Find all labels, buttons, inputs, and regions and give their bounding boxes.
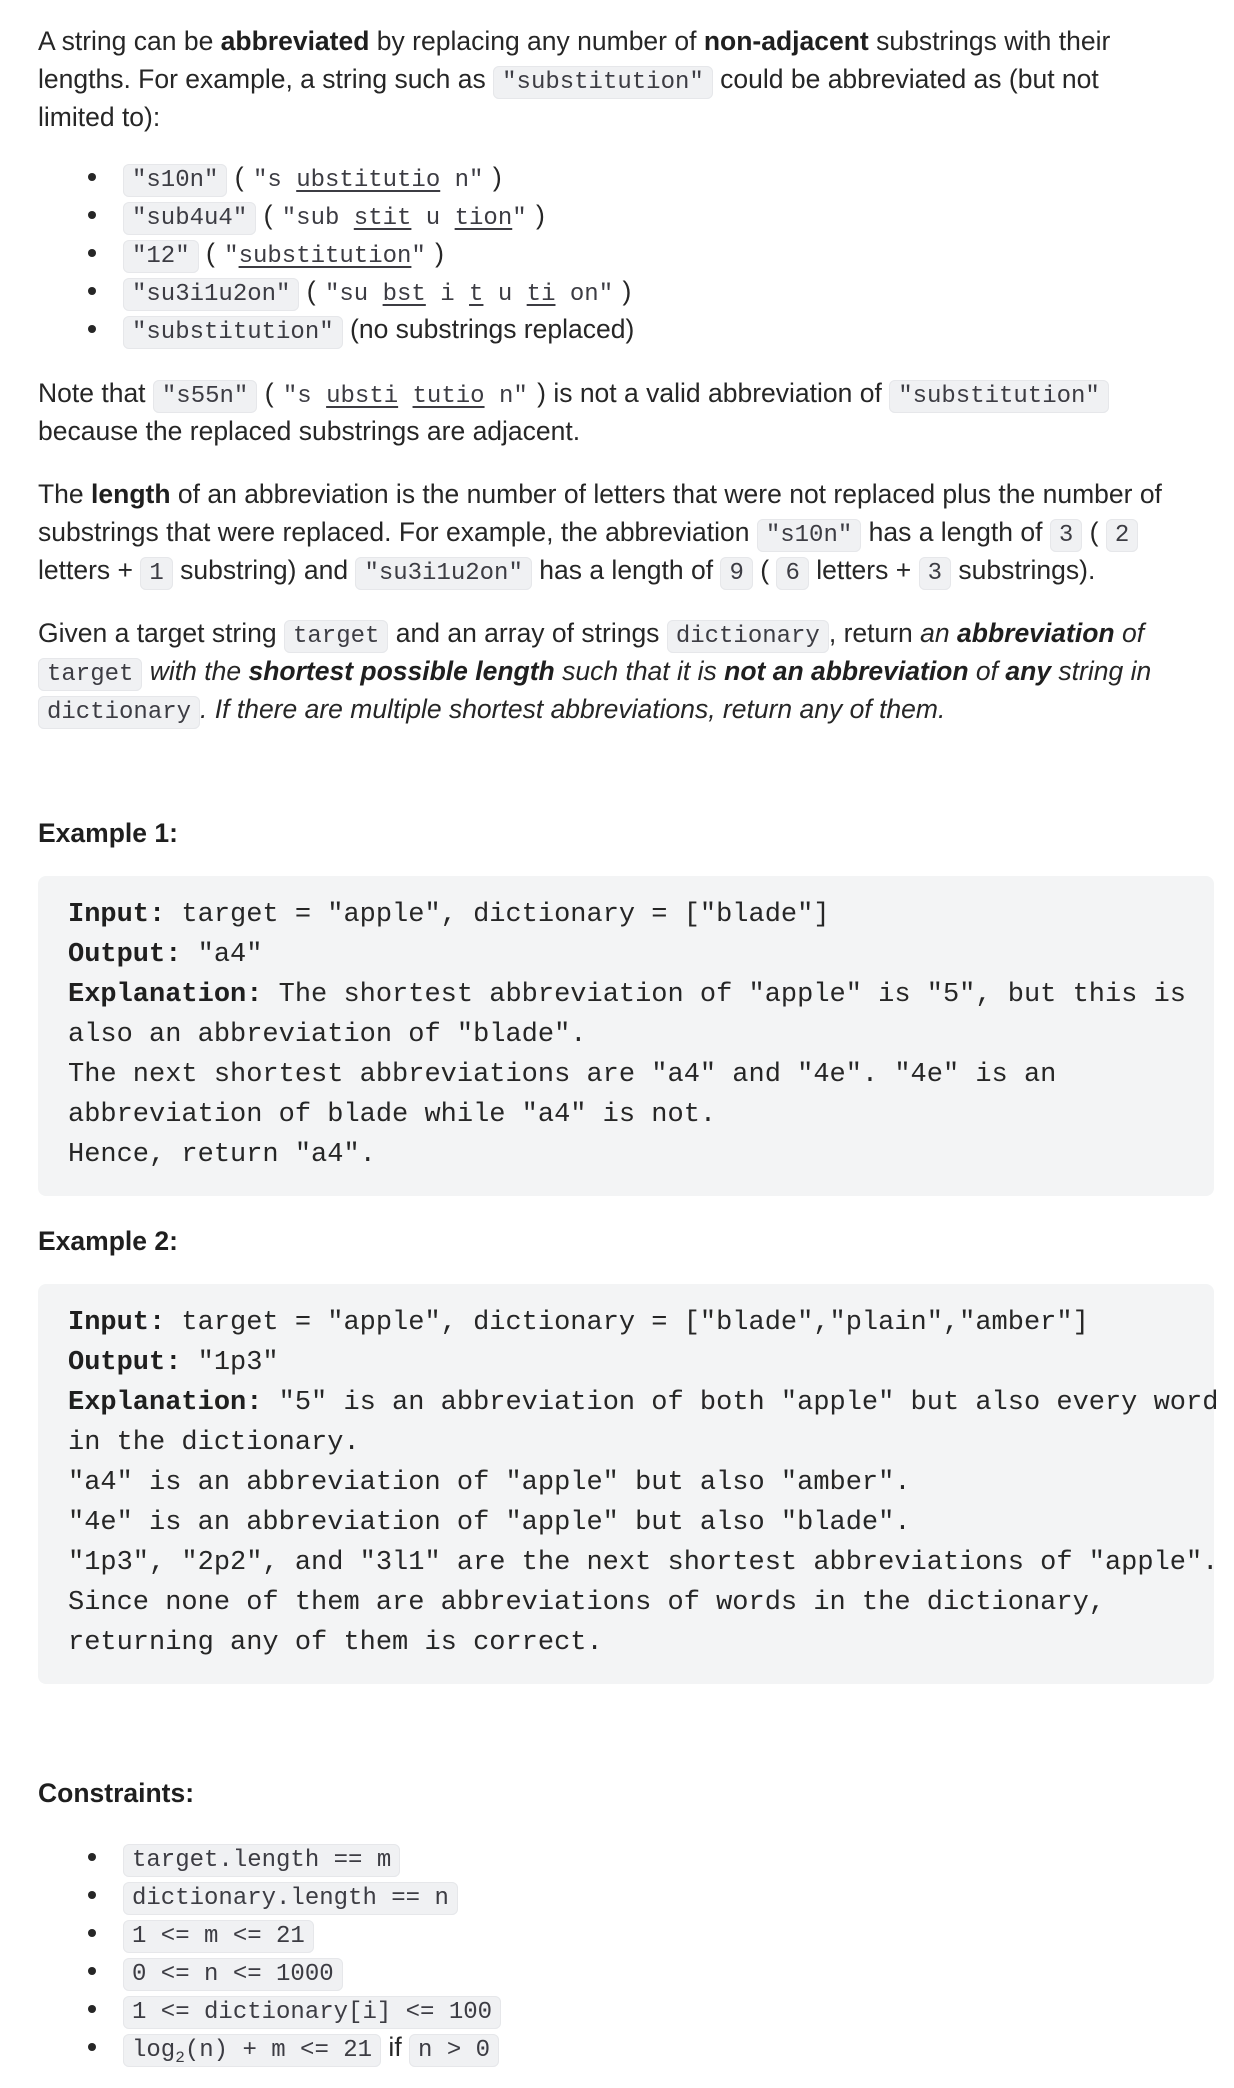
example-2-explanation: Explanation: "5" is an abbreviation of both "apple" but also every word: [68, 1388, 1219, 1418]
example-1-heading: Example 1:: [38, 818, 178, 848]
note-line-2: because the replaced substrings are adjacent.: [38, 416, 581, 446]
bullet-1: [88, 173, 96, 181]
example-2-block: [38, 1284, 1219, 1684]
intro-line-1: A string can be abbreviated by replacing any number of non-adjacent substrings with their: [38, 26, 1111, 56]
bullet-c2: [88, 1891, 96, 1899]
example-1-explanation: Explanation: The shortest abbreviation of "apple" is "5", but this is: [68, 980, 1186, 1010]
example-2-output: Output: "1p3": [68, 1348, 279, 1378]
constraint-item: 0 <= n <= 1000: [123, 1952, 343, 1994]
example-2-expl-line: in the dictionary.: [68, 1428, 360, 1458]
example-1-expl-line: abbreviation of blade while "a4" is not.: [68, 1100, 717, 1130]
term-non-adjacent: non-adjacent: [703, 26, 869, 56]
example-1-expl-line: The next shortest abbreviations are "a4" and "4e". "4e" is an: [68, 1060, 1057, 1090]
constraint-item: dictionary.length == n: [123, 1876, 458, 1918]
length-line-1: The length of an abbreviation is the number of letters that were not replaced plus the number of: [38, 479, 1162, 509]
example-1-input: Input: target = "apple", dictionary = ["blade"]: [68, 900, 830, 930]
example-2-input: Input: target = "apple", dictionary = ["blade","plain","amber"]: [68, 1308, 1089, 1338]
task-line-3: dictionary . If there are multiple shortest abbreviations, return any of them.: [38, 690, 945, 732]
inline-code: "substitution": [224, 243, 426, 270]
constraint-item: $\log_2(n) + m <= 21$ if n > 0: [123, 2028, 499, 2077]
example-1-expl-line: Hence, return "a4".: [68, 1140, 376, 1170]
constraint-item: 1 <= m <= 21: [123, 1914, 314, 1956]
term-abbreviated: abbreviated: [220, 26, 370, 56]
example-2-expl-line: "4e" is an abbreviation of "apple" but also "blade".: [68, 1508, 911, 1538]
bullet-2: [88, 211, 96, 219]
list-item: "12" ( "substitution" ): [123, 234, 444, 276]
example-2-expl-line: returning any of them is correct.: [68, 1628, 603, 1658]
example-2-expl-line: "1p3", "2p2", and "3l1" are the next shortest abbreviations of "apple".: [68, 1548, 1219, 1578]
intro-line-2: lengths. For example, a string such as "substitution" could be abbreviated as (but not: [38, 60, 1099, 102]
example-1-output: Output: "a4": [68, 940, 263, 970]
list-item: "substitution" (no substrings replaced): [123, 310, 634, 352]
list-item: "s10n" ( "s ubstitutio n" ): [123, 158, 502, 200]
task-line-2: target with the shortest possible length such that it is not an abbreviation of any string in: [38, 652, 1151, 694]
inline-code: "s ubstitutio n": [252, 167, 484, 194]
list-item: "sub4u4" ( "sub stit u tion" ): [123, 196, 545, 238]
list-item: "su3i1u2on" ( "su bst i t u ti on" ): [123, 272, 631, 314]
bullet-c4: [88, 1967, 96, 1975]
bullet-5: [88, 325, 96, 333]
length-line-2: substrings that were replaced. For example, the abbreviation "s10n" has a length of 3 ( 2: [38, 513, 1138, 555]
note-line-1: Note that "s55n" ( "s ubsti tutio n" ) is not a valid abbreviation of "substitution": [38, 374, 1109, 416]
bullet-4: [88, 287, 96, 295]
example-1-block: [38, 876, 1214, 1196]
bullet-c5: [88, 2005, 96, 2013]
length-line-3: letters + 1 substring) and "su3i1u2on" has a length of 9 ( 6 letters + 3 substrings).: [38, 551, 1095, 593]
example-2-heading: Example 2:: [38, 1226, 178, 1256]
inline-code: "s ubsti tutio n": [282, 383, 528, 410]
task-line-1: Given a target string target and an array of strings dictionary , return an abbreviation of: [38, 614, 1144, 656]
intro-line-3: limited to):: [38, 102, 161, 132]
inline-code: "substitution": [493, 66, 713, 99]
constraints-heading: Constraints:: [38, 1778, 195, 1808]
bullet-3: [88, 249, 96, 257]
bullet-c1: [88, 1853, 96, 1861]
example-2-expl-line: Since none of them are abbreviations of words in the dictionary,: [68, 1588, 1105, 1618]
inline-code: "sub stit u tion": [281, 205, 527, 232]
inline-code: "su bst i t u ti on": [325, 281, 614, 308]
example-1-expl-line: also an abbreviation of "blade".: [68, 1020, 587, 1050]
bullet-c6: [88, 2043, 96, 2051]
example-2-expl-line: "a4" is an abbreviation of "apple" but also "amber".: [68, 1468, 911, 1498]
constraint-item: 1 <= dictionary[i] <= 100: [123, 1990, 501, 2032]
bullet-c3: [88, 1929, 96, 1937]
constraint-item: target.length == m: [123, 1838, 400, 1880]
